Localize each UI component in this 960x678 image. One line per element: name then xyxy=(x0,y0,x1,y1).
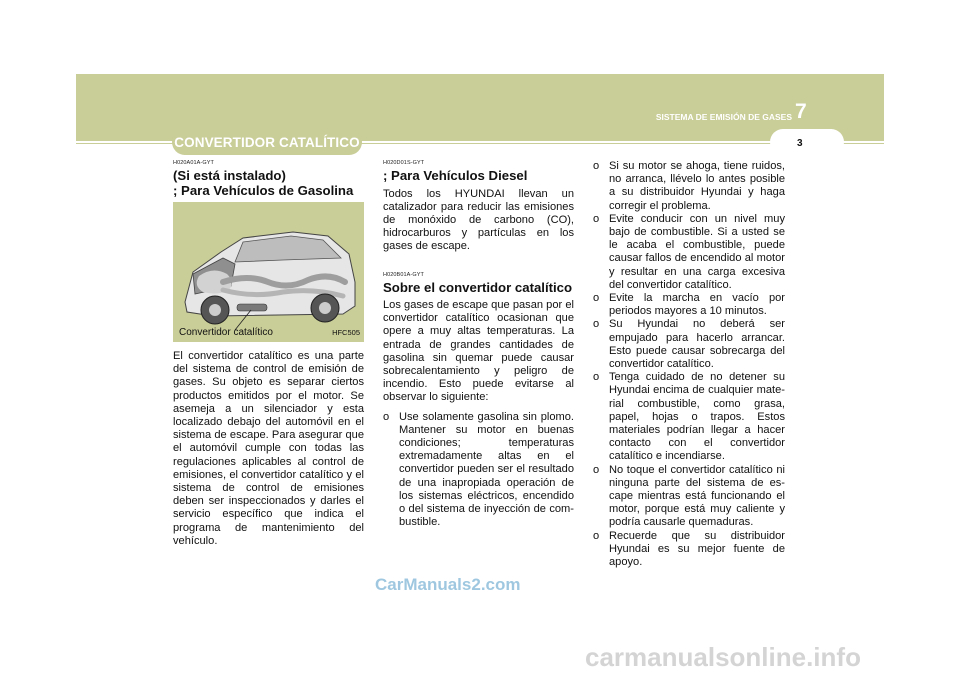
section-code: H020D01S-GYT xyxy=(383,160,425,166)
section-heading xyxy=(173,169,364,198)
chapter-label: SISTEMA DE EMISIÓN DE GASES xyxy=(655,112,792,122)
bullet-mark: o xyxy=(593,212,600,225)
list-item-text: Use solamente gasolina sin plomo. Mantener su motor en buenas condiciones; temperaturas extremadamente altas en el convertidor pueden ser el resultado de una inapropiada operación de los sistemas eléctricos, encendido o del sistema de inyección de com- bustible. xyxy=(399,410,574,529)
list-item xyxy=(593,318,785,371)
section-code: H020B01A-GYT xyxy=(383,271,424,278)
list-item-text: Tenga cuidado de no detener su Hyundai encima de cualquier mate- rial combustible, como grasa, papel, hojas o trapos. Estos materiales podrían llegar a hacer contacto con el convertidor catalítico e incendiarse. xyxy=(609,371,785,463)
list-item-text: Su Hyundai no deberá ser empujado para hacerlo arrancar. Esto puede causar sobrecarga del convertidor catalítico. xyxy=(609,318,785,371)
heading-line-2: ; Para Vehículos de Gasolina xyxy=(173,182,354,198)
body-text: El convertidor catalítico es una parte del sistema de control de emisión de gases. Su objeto es separar ciertos productos emitidos por el motor. Se asemeja a un silenciador y esta localizado debajo del automóvil en el sistema de escape. Para asegurar que el automóvil cumple con todas las regulaciones aplicables al control de emisiones, el convertidor catalítico y el sistema de control de emisiones deben ser inspeccionados y darles el servicio específico que indica el programa de mantenimiento del vehículo. xyxy=(173,350,364,547)
heading-line-1: (Si está instalado) xyxy=(173,168,286,183)
list-item-text: Evite la marcha en vacío por periodos mayores a 10 minutos. xyxy=(609,292,785,318)
bullet-mark: o xyxy=(383,410,390,423)
list-item xyxy=(593,371,785,463)
catalytic-converter-figure xyxy=(173,202,364,342)
figure-code: HFC505 xyxy=(332,327,360,337)
list-item-text: Si su motor se ahoga, tiene ruidos, no arranca, llévelo lo antes posible a su distribuidor Hyundai y haga corregir el problema. xyxy=(609,160,785,212)
section-code: H020A01A-GYT xyxy=(173,160,214,166)
list-item xyxy=(593,160,785,213)
column-precautions xyxy=(593,160,785,569)
list-item xyxy=(593,292,785,318)
bullet-mark: o xyxy=(593,529,600,542)
page-number: 3 xyxy=(797,138,803,149)
page-number-tab xyxy=(770,129,844,155)
bullet-mark: o xyxy=(593,292,600,305)
bullet-mark: o xyxy=(593,371,600,384)
list-item xyxy=(593,530,785,570)
list-item-text: No toque el convertidor catalítico ni ninguna parte del sistema de es- cape mientras está funcionando el motor, porque está muy caliente y podría causarle quemaduras. xyxy=(609,463,785,529)
body-text: Los gases de escape que pasan por el convertidor catalítico ocasionan que opere a muy altas temperaturas. La entrada de grandes cantidades de gasolina sin quemar puede causar sobrecalentamiento y peligro de incendio. Esto puede evitarse al observar lo siguiente: xyxy=(383,299,574,404)
precaution-list xyxy=(593,160,785,569)
section-heading: ; Para Vehículos Diesel xyxy=(383,168,528,183)
list-item-text: Recuerde que su distribuidor Hyundai es su mejor fuente de apoyo. xyxy=(609,529,785,569)
section-heading: Sobre el convertidor catalítico xyxy=(383,279,573,295)
list-item-text: Evite conducir con un nivel muy bajo de combustible. Si a usted se le acaba el combustible, puede causar fallos de encendido al motor y resultar en una carga excesiva del convertidor catalítico. xyxy=(609,212,785,291)
list-item xyxy=(593,213,785,292)
section-title: CONVERTIDOR CATALÍTICO xyxy=(172,129,362,155)
figure-label: Convertidor catalítico xyxy=(179,326,273,338)
bullet-mark: o xyxy=(593,463,600,476)
column-diesel xyxy=(383,160,574,529)
bullet-mark: o xyxy=(593,318,600,331)
list-item xyxy=(593,464,785,530)
column-gasoline xyxy=(173,160,364,548)
list-item xyxy=(383,411,574,530)
watermark-carmanualsonline[interactable]: carmanualsonline.info xyxy=(585,642,861,672)
bullet-mark: o xyxy=(593,160,600,172)
car-illustration xyxy=(173,202,364,342)
body-text: Todos los HYUNDAI llevan un catalizador para reducir las emisiones de monóxido de carbono (CO), hidrocarburos y partículas en los gases de escape. xyxy=(383,187,574,253)
watermark-carmanuals2[interactable]: CarManuals2.com xyxy=(375,575,521,594)
chapter-number: 7 xyxy=(795,100,807,123)
precaution-list xyxy=(383,411,574,530)
